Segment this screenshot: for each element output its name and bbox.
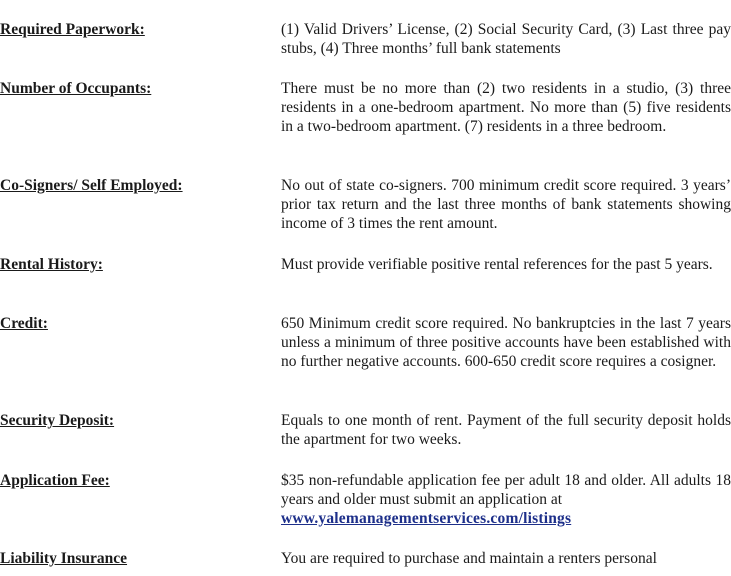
section-label: Application Fee: xyxy=(0,472,110,489)
section-text: There must be no more than (2) two residents in a studio, (3) three residents in a one-bedroom apartment. No more than (5) five residents in a two-bedroom apartment. (7) residents in a three bedroom. xyxy=(281,80,731,135)
section-label: Liability Insurance xyxy=(0,550,128,567)
section-text xyxy=(281,471,731,528)
section-label: Co-Signers/ Self Employed: xyxy=(0,177,183,194)
listings-link[interactable]: www.yalemanagementservices.com/listings xyxy=(281,510,572,527)
section-text: Equals to one month of rent. Payment of the full security deposit holds the apartment for two weeks. xyxy=(281,412,731,448)
application-fee-text: $35 non-refundable application fee per adult 18 and older. All adults 18 years and older must submit an application at xyxy=(281,472,731,508)
section-text: Must provide verifiable positive rental references for the past 5 years. xyxy=(281,256,713,273)
section-label: Rental History: xyxy=(0,256,103,273)
section-text: 650 Minimum credit score required. No bankruptcies in the last 7 years unless a minimum of three positive accounts have been established with no further negative accounts. 600-650 credit score requires a cosigner. xyxy=(281,315,731,370)
section-label: Credit: xyxy=(0,315,48,332)
section-text: You are required to purchase and maintain a renters personal xyxy=(281,550,657,567)
section-label: Required Paperwork: xyxy=(0,21,145,38)
section-label: Number of Occupants: xyxy=(0,80,152,97)
section-label: Security Deposit: xyxy=(0,412,115,429)
section-text: No out of state co-signers. 700 minimum credit score required. 3 years’ prior tax return and the last three months of bank statements showing income of 3 times the rent amount. xyxy=(281,177,731,232)
section-text: (1) Valid Drivers’ License, (2) Social Security Card, (3) Last three pay stubs, (4) Three months’ full bank statements xyxy=(281,21,731,57)
